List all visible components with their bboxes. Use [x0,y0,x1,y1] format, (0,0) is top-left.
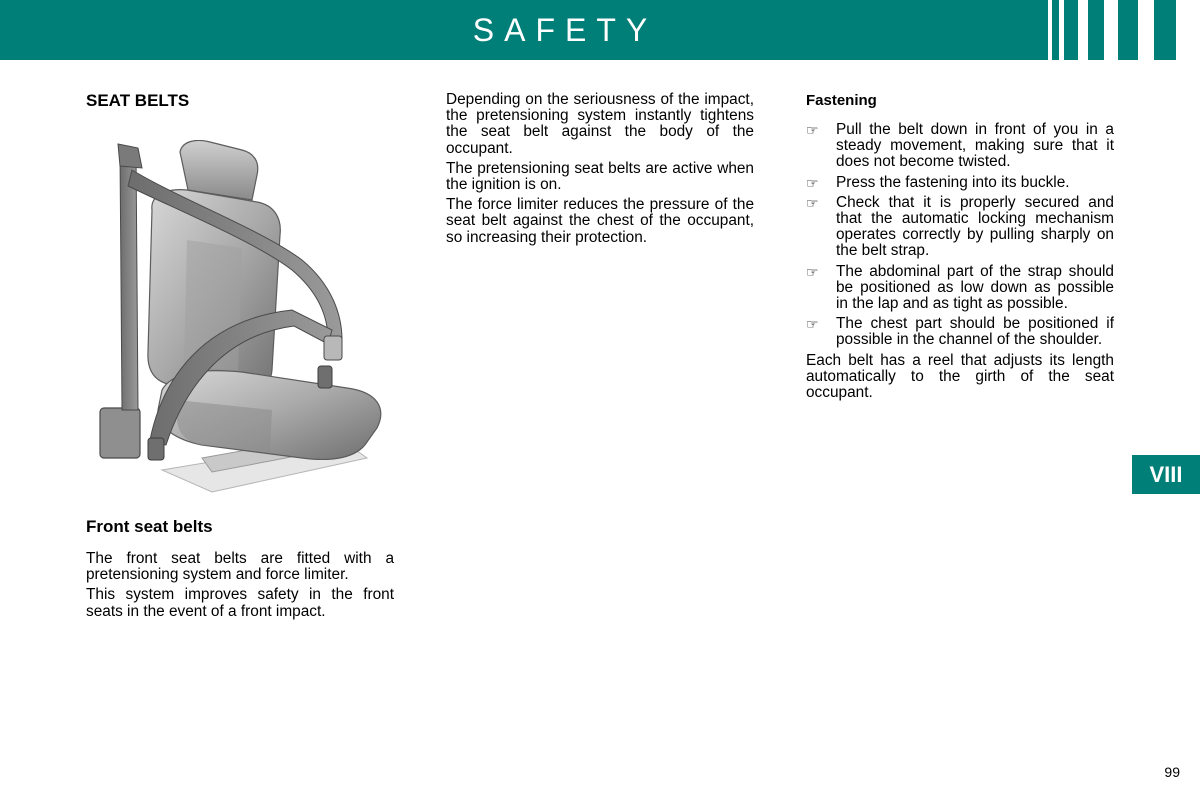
fastening-title: Fastening [806,92,877,109]
list-item [806,316,1114,348]
list-item [806,195,1114,260]
pointing-hand-icon: ☞ [806,174,819,191]
belt-reel [100,408,140,458]
intro-text [86,551,394,624]
step-text: The abdominal part of the strap should be positioned as low down as possible in the lap and as tight as possible. [836,262,1114,313]
pointing-hand-icon: ☞ [806,263,819,280]
pointing-hand-icon: ☞ [806,316,819,333]
stripe [1138,0,1154,60]
list-item [806,122,1114,171]
step-text: Check that it is properly secured and that the automatic locking mechanism operates correctly by pulling sharply on the belt strap. [836,193,1114,260]
pointing-hand-icon: ☞ [806,122,819,138]
stripe [1078,0,1088,60]
paragraph: The pretensioning seat belts are active when the ignition is on. [446,159,754,194]
header-band [0,0,1200,60]
stripe [1059,0,1064,60]
seat-belt-illustration [92,140,392,505]
buckle [318,366,332,388]
closing-paragraph: Each belt has a reel that adjusts its length automatically to the girth of the seat occupant. [806,351,1114,402]
section-subtitle: Front seat belts [86,517,213,536]
chapter-tab[interactable]: VIII [1132,455,1200,494]
headrest [180,140,258,200]
stripe [1176,0,1200,60]
paragraph: The front seat belts are fitted with a pretensioning system and force limiter. [86,550,394,584]
left-column [86,90,394,112]
stripe [1104,0,1118,60]
step-text: Press the fastening into its buckle. [836,173,1070,191]
paragraph: This system improves safety in the front seats in the event of a front impact. [86,586,394,620]
header-stripes [1048,0,1200,60]
section-title: SEAT BELTS [86,91,190,110]
list-item [806,264,1114,313]
paragraph: The force limiter reduces the pressure of the seat belt against the chest of the occupant, so increasing their protection. [446,196,754,246]
paragraph: Depending on the seriousness of the impact, the pretensioning system instantly tightens the seat belt against the body of the occupant. [446,91,754,157]
stripe [1048,0,1052,60]
page-number: 99 [1164,764,1180,780]
step-text: Pull the belt down in front of you in a steady movement, making sure that it does not become twisted. [836,121,1114,171]
pointing-hand-icon: ☞ [806,194,819,211]
step-text: The chest part should be positioned if possible in the channel of the shoulder. [836,315,1114,349]
right-column [806,92,1114,405]
buckle-tongue [324,336,342,360]
belt-anchor [118,144,142,168]
fastening-steps [806,122,1114,349]
middle-column [446,92,754,250]
belt-strap [120,152,138,410]
lower-anchor [148,438,164,460]
list-item [806,175,1114,191]
page-title: SAFETY [472,12,658,48]
